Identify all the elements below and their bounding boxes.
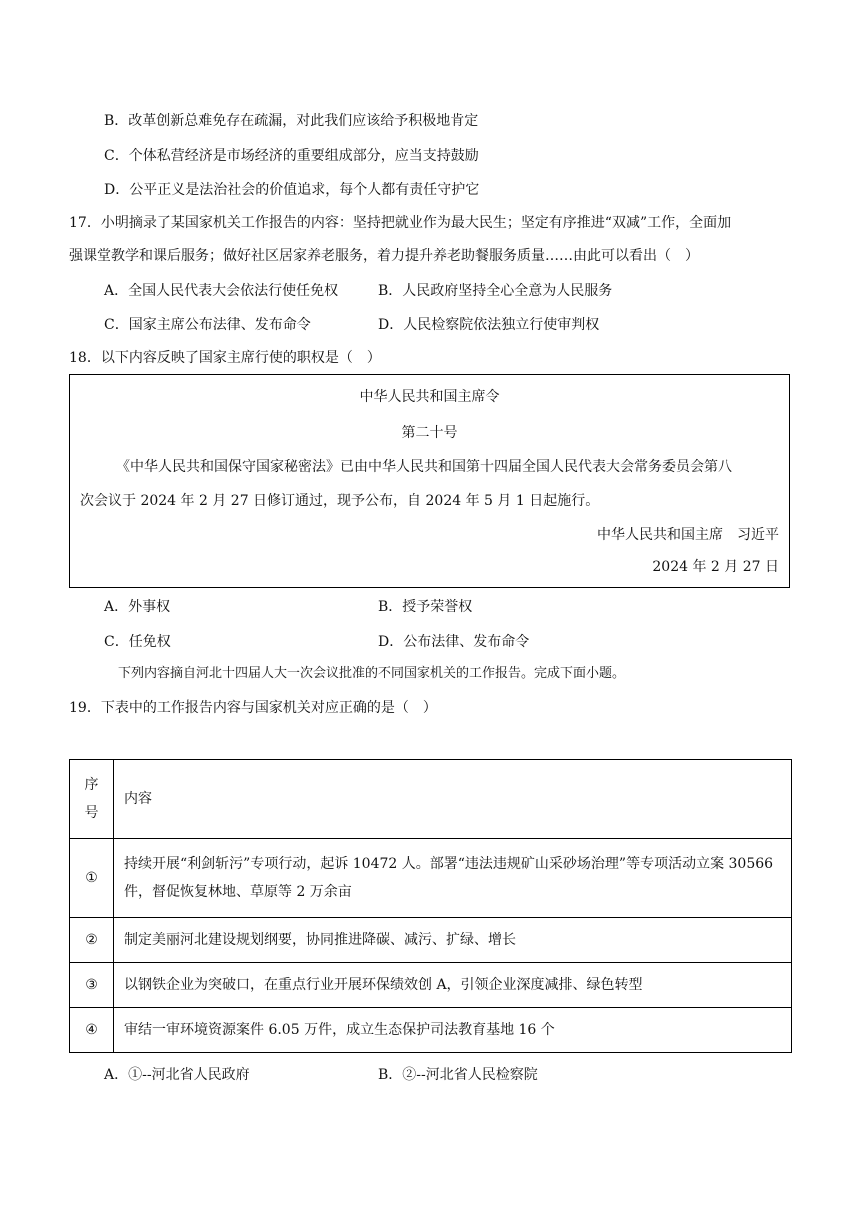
row-content-line: 件，督促恢复林地、草原等 2 万余亩	[124, 884, 352, 900]
q17-option-d: D．人民检察院依法独立行使审判权	[378, 317, 600, 333]
table-row	[70, 963, 792, 1008]
table-row	[70, 1008, 792, 1053]
row-content	[114, 839, 792, 918]
q18-option-b: B．授予荣誉权	[378, 599, 473, 615]
report-table	[69, 759, 792, 1053]
row-index: ①	[70, 839, 114, 918]
row-index: ②	[70, 918, 114, 963]
q17-stem-line1: 17．小明摘录了某国家机关工作报告的内容：坚持把就业作为最大民生；坚定有序推进“双减”工作，全面加	[69, 215, 732, 231]
q16-option-d: D．公平正义是法治社会的价值追求，每个人都有责任守护它	[104, 182, 480, 198]
row-index: ③	[70, 963, 114, 1008]
q18-option-c: C．任免权	[104, 634, 171, 650]
q18-option-d: D．公布法律、发布命令	[378, 634, 530, 650]
order-body-line2: 次会议于 2024 年 2 月 27 日修订通过，现予公布，自 2024 年 5 月 1 日起施行。	[80, 493, 600, 509]
q17-option-b: B．人民政府坚持全心全意为人民服务	[378, 283, 613, 299]
table-row	[70, 918, 792, 963]
q18-stem: 18．以下内容反映了国家主席行使的职权是（ ）	[69, 350, 381, 366]
header-index-char2: 号	[84, 805, 99, 821]
order-title: 中华人民共和国主席令	[359, 389, 500, 405]
order-number: 第二十号	[401, 425, 458, 441]
material-intro: 下列内容摘自河北十四届人大一次会议批准的不同国家机关的工作报告。完成下面小题。	[118, 666, 626, 681]
header-index-char1: 序	[84, 777, 99, 793]
row-index: ④	[70, 1008, 114, 1053]
order-signer: 中华人民共和国主席 习近平	[597, 527, 779, 543]
q18-option-a: A．外事权	[104, 599, 171, 615]
row-content: 以钢铁企业为突破口，在重点行业开展环保绩效创 A，引领企业深度减排、绿色转型	[114, 963, 792, 1008]
q17-option-c: C．国家主席公布法律、发布命令	[104, 317, 311, 333]
q16-option-c: C．个体私营经济是市场经济的重要组成部分，应当支持鼓励	[104, 148, 479, 164]
header-content-cell: 内容	[114, 760, 792, 839]
order-body-line1: 《中华人民共和国保守国家秘密法》已由中华人民共和国第十四届全国人民代表大会常务委员会第八	[116, 459, 732, 475]
row-content-line: 持续开展“利剑斩污”专项行动，起诉 10472 人。部署“违法违规矿山采砂场治理”等专项活动立案 30566	[124, 856, 774, 872]
q16-option-b: B．改革创新总难免存在疏漏，对此我们应该给予积极地肯定	[104, 113, 479, 129]
q19-stem: 19．下表中的工作报告内容与国家机关对应正确的是（ ）	[69, 700, 437, 716]
q19-option-b: B．②--河北省人民检察院	[378, 1067, 538, 1083]
row-content: 审结一审环境资源案件 6.05 万件，成立生态保护司法教育基地 16 个	[114, 1008, 792, 1053]
q17-stem-line2: 强课堂教学和课后服务；做好社区居家养老服务，着力提升养老助餐服务质量……由此可以看出（ ）	[69, 248, 699, 264]
order-date: 2024 年 2 月 27 日	[652, 559, 779, 575]
table-header-row	[70, 760, 792, 839]
header-index-cell	[70, 760, 114, 839]
table-row	[70, 839, 792, 918]
presidential-order-box	[69, 374, 790, 588]
row-content: 制定美丽河北建设规划纲要，协同推进降碳、减污、扩绿、增长	[114, 918, 792, 963]
q19-option-a: A．①--河北省人民政府	[104, 1067, 250, 1083]
q17-option-a: A．全国人民代表大会依法行使任免权	[104, 283, 339, 299]
